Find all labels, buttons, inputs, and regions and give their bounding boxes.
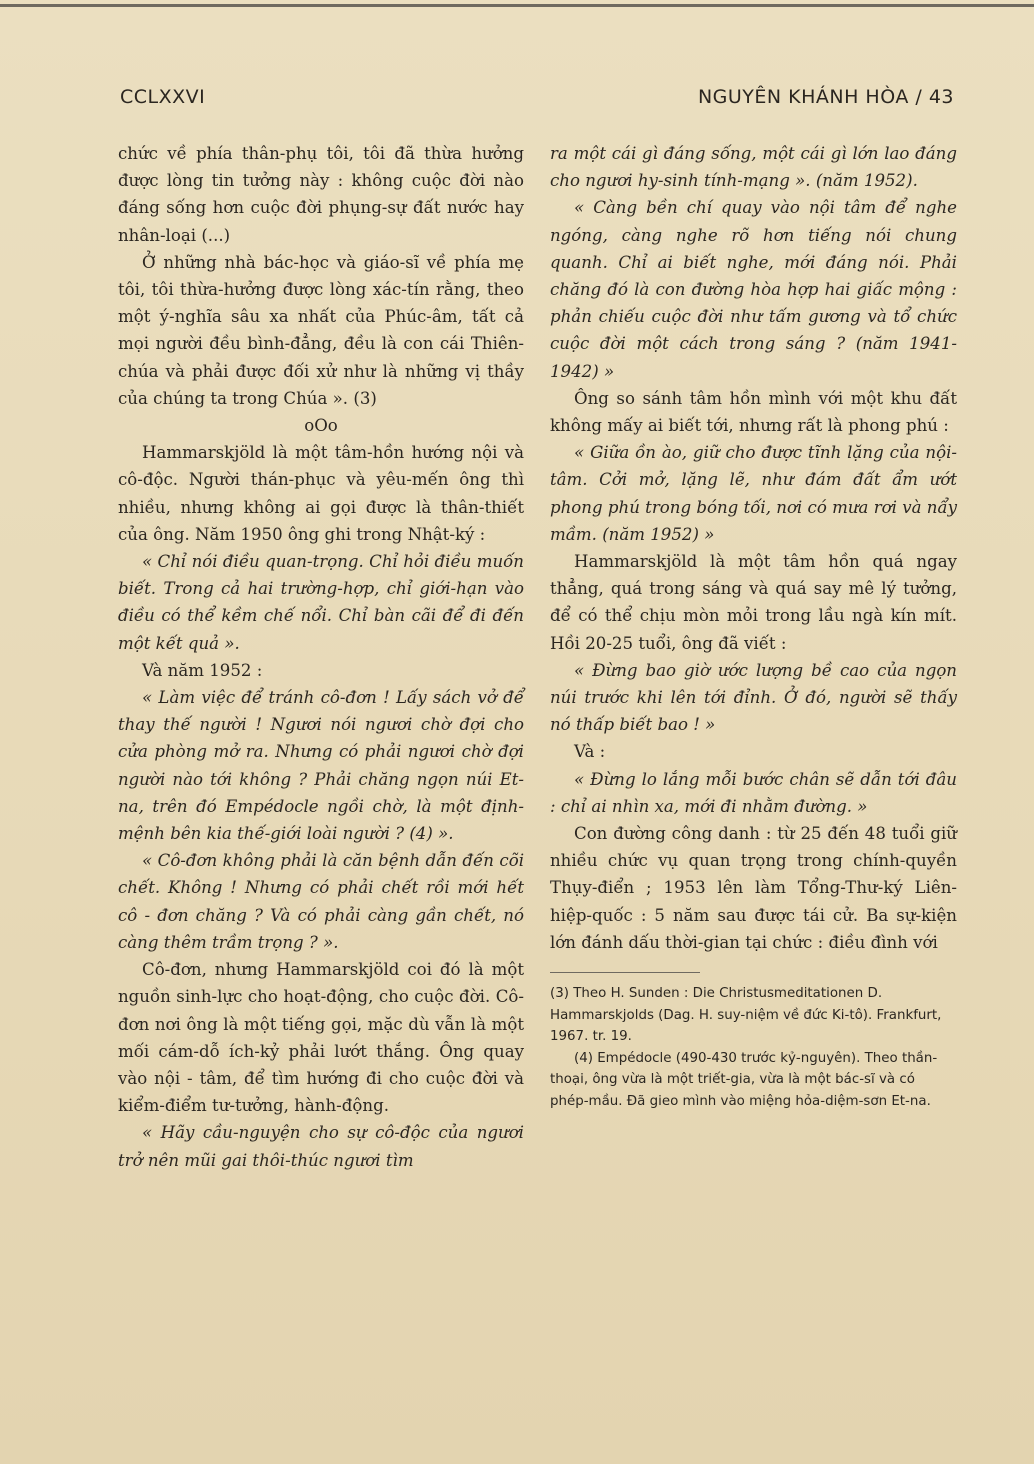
- right-column: [550, 140, 957, 1112]
- paragraph: chức về phía thân-phụ tôi, tôi đã thừa hưởng được lòng tin tưởng này : không cuộc đời nào đáng sống hơn cuộc đời phụng-sự đất nước hay nhân-loại (...): [118, 144, 524, 245]
- paragraph: Và năm 1952 :: [142, 660, 263, 680]
- left-column: [118, 140, 524, 1174]
- paragraph: Ông so sánh tâm hồn mình với một khu đất không mấy ai biết tới, nhưng rất là phong phú :: [550, 388, 957, 436]
- header-right: NGUYÊN KHÁNH HÒA / 43: [697, 86, 954, 108]
- quote: « Làm việc để tránh cô-đơn ! Lấy sách vở để thay thế người ! Ngươi nói ngươi chờ đợi cho cửa phòng mở ra. Nhưng có phải ngươi chờ đợi người nào tới không ? Phải chăng ngọn núi Et-na, trên đó Empédocle ngồi chờ, là một định-mệnh bên kia thế-giới loài người ? (4) ».: [118, 688, 524, 844]
- quote: « Chỉ nói điều quan-trọng. Chỉ hỏi điều muốn biết. Trong cả hai trường-hợp, chỉ giới-hạn vào điều có thể kềm chế nổi. Chỉ bàn cãi để đi đến một kết quả ».: [118, 552, 524, 653]
- top-rule: [0, 4, 1034, 7]
- footnote-rule: [550, 972, 700, 973]
- paragraph: Và :: [574, 742, 606, 762]
- paragraph: Con đường công danh : từ 25 đến 48 tuổi giữ nhiều chức vụ quan trọng trong chính-quyền Thụy-điển ; 1953 lên làm Tổng-Thư-ký Liên-hiệp-quốc : 5 năm sau được tái cử. Ba sự-kiện lớn đánh dấu thời-gian tại chức : điều đình với: [550, 824, 957, 952]
- paragraph: Hammarskjöld là một tâm hồn quá ngay thẳng, quá trong sáng và quá say mê lý tưởng, để có thể chịu mòn mỏi trong lầu ngà kín mít. Hồi 20-25 tuổi, ông đã viết :: [550, 552, 957, 653]
- footnote: (3) Theo H. Sunden : Die Christusmeditationen D. Hammarskjolds (Dag. H. suy-niệm về đức Ki-tô). Frankfurt, 1967. tr. 19.: [550, 986, 942, 1045]
- header-left: CCLXXVI: [120, 86, 206, 108]
- quote: « Đừng lo lắng mỗi bước chân sẽ dẫn tới đâu : chỉ ai nhìn xa, mới đi nhằm đường. »: [550, 769, 957, 816]
- quote: « Đừng bao giờ ước lượng bề cao của ngọn núi trước khi lên tới đỉnh. Ở đó, người sẽ thấy nó thấp biết bao ! »: [550, 660, 957, 735]
- quote: « Hãy cầu-nguyện cho sự cô-độc của ngươi trở nên mũi gai thôi-thúc ngươi tìm: [118, 1123, 524, 1170]
- section-separator: oOo: [304, 416, 338, 436]
- running-header: [120, 86, 954, 116]
- quote: « Giữa ồn ào, giữ cho được tĩnh lặng của nội-tâm. Cởi mở, lặng lẽ, như đám đất ẩm ướt phong phú trong bóng tối, nơi có mưa rơi và nẩy mầm. (năm 1952) »: [550, 443, 957, 544]
- quote: « Càng bền chí quay vào nội tâm để nghe ngóng, càng nghe rõ hơn tiếng nói chung quanh. Chỉ ai biết nghe, mới đáng nói. Phải chăng đó là con đường hòa hợp hai giấc mộng : phản chiếu cuộc đời như tấm gương và tổ chức cuộc đời một cách trong sáng ? (năm 1941-1942) »: [550, 198, 957, 381]
- paragraph: Hammarskjöld là một tâm-hồn hướng nội và cô-độc. Người thán-phục và yêu-mến ông thì nhiều, nhưng không ai gọi được là thân-thiết của ông. Năm 1950 ông ghi trong Nhật-ký :: [118, 443, 524, 544]
- quote: « Cô-đơn không phải là căn bệnh dẫn đến cõi chết. Không ! Nhưng có phải chết rồi mới hết cô - đơn chăng ? Và có phải càng gần chết, nó càng thêm trầm trọng ? ».: [118, 851, 524, 952]
- footnote: (4) Empédocle (490-430 trước kỷ-nguyên). Theo thần-thoại, ông vừa là một triết-gia, vừa là một bác-sĩ và có phép-mầu. Đã gieo mình vào miệng hỏa-diệm-sơn Et-na.: [550, 1050, 938, 1109]
- paragraph: Ở những nhà bác-học và giáo-sĩ về phía mẹ tôi, tôi thừa-hưởng được lòng xác-tín rằng, theo một ý-nghĩa sâu xa nhất của Phúc-âm, tất cả mọi người đều bình-đẳng, đều là con cái Thiên-chúa và phải được đối xử như là những vị thầy của chúng ta trong Chúa ». (3): [118, 252, 524, 408]
- paragraph: Cô-đơn, nhưng Hammarskjöld coi đó là một nguồn sinh-lực cho hoạt-động, cho cuộc đời. Cô-đơn nơi ông là một tiếng gọi, mặc dù vẫn là một mối cám-dỗ ích-kỷ phải lướt thắng. Ông quay vào nội - tâm, để tìm hướng đi cho cuộc đời và kiểm-điểm tư-tưởng, hành-động.: [118, 960, 524, 1116]
- quote: ra một cái gì đáng sống, một cái gì lớn lao đáng cho ngươi hy-sinh tính-mạng ». (năm 1952).: [550, 144, 957, 191]
